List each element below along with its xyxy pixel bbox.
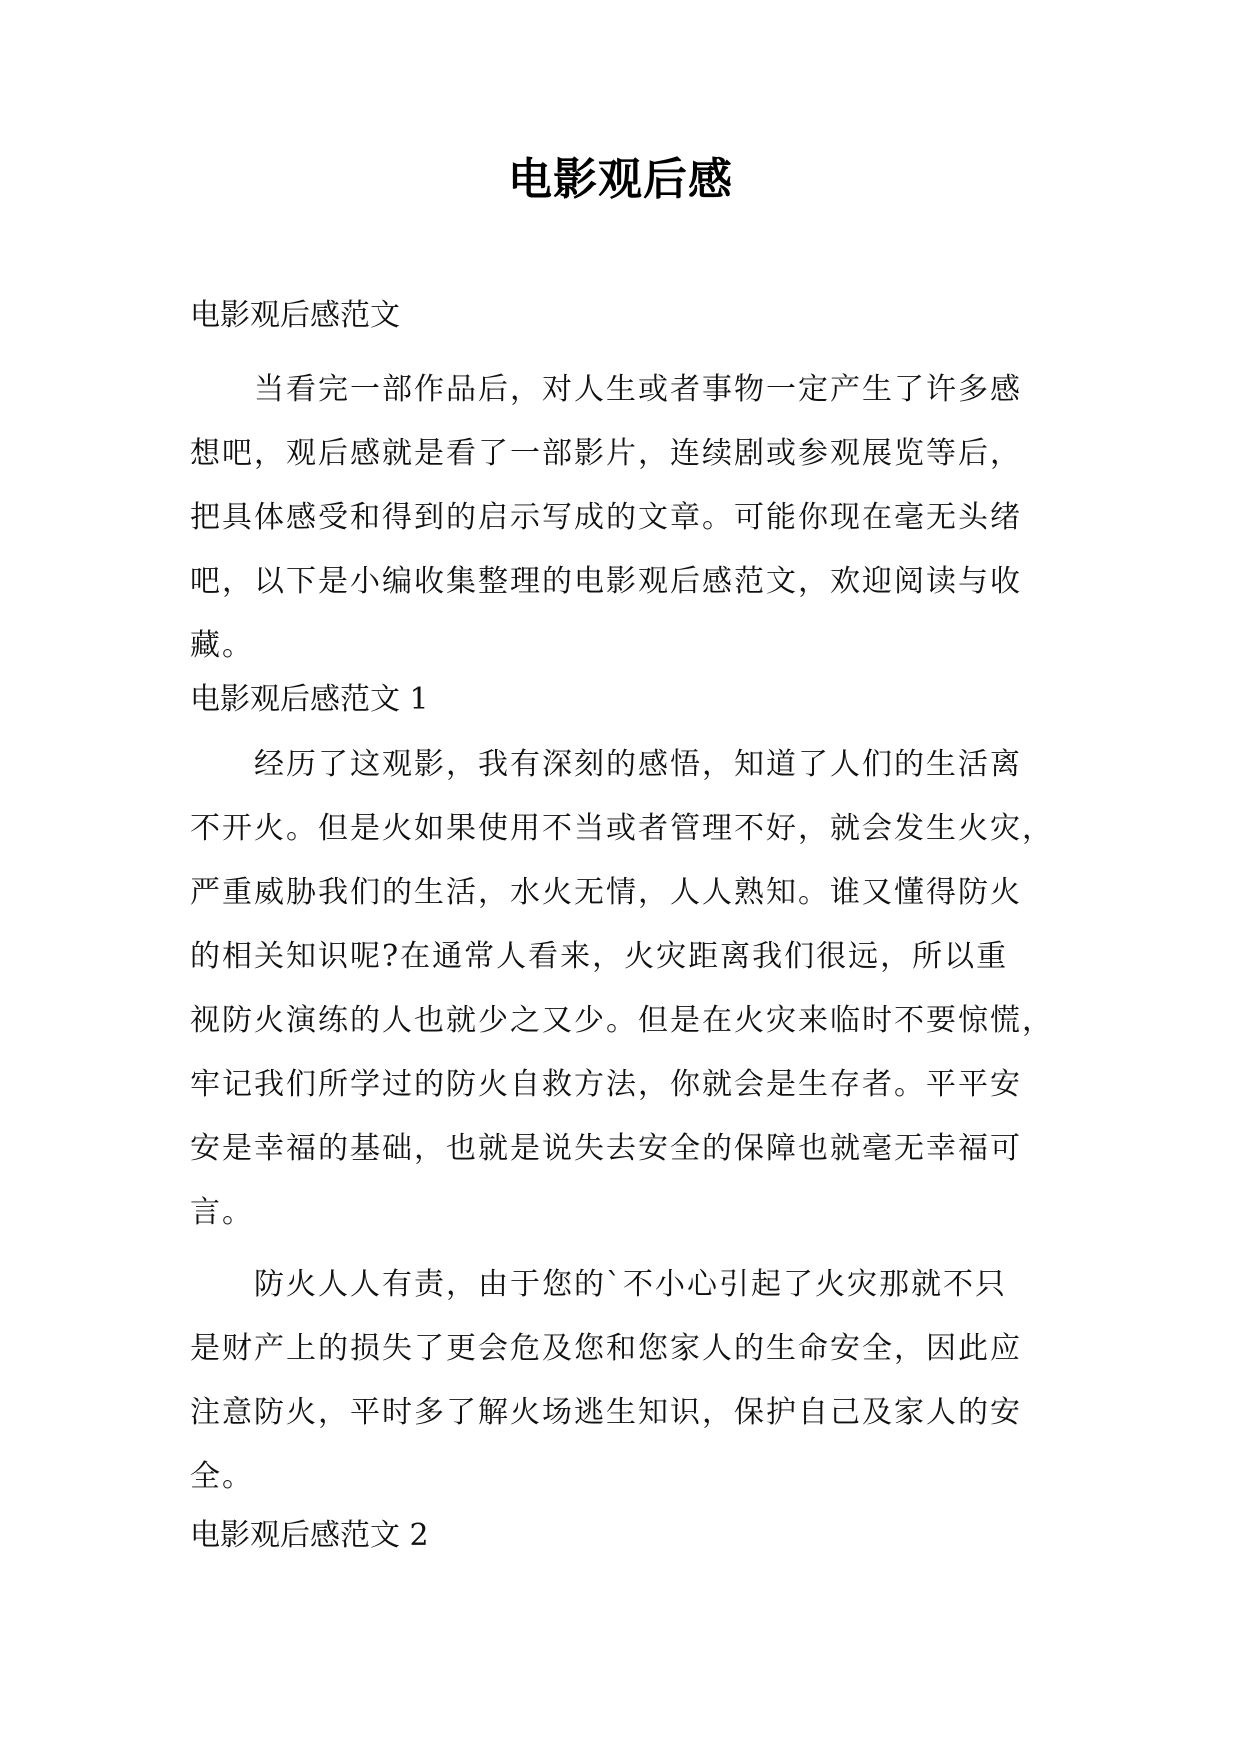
paragraph-line: 视防火演练的人也就少之又少。但是在火灾来临时不要惊慌， <box>190 1003 1054 1038</box>
paragraph-line: 的相关知识呢?在通常人看来，火灾距离我们很远，所以重 <box>190 939 1009 974</box>
paragraph-line: 全。 <box>190 1459 254 1494</box>
intro-paragraph <box>190 358 1060 678</box>
paragraph-line: 是财产上的损失了更会危及您和您家人的生命安全，因此应 <box>190 1331 1022 1366</box>
paragraph-line: 想吧，观后感就是看了一部影片，连续剧或参观展览等后， <box>190 436 1022 471</box>
paragraph-line: 防火人人有责，由于您的`不小心引起了火灾那就不只 <box>190 1267 1007 1302</box>
paragraph-line: 严重威胁我们的生活，水火无情，人人熟知。谁又懂得防火 <box>190 875 1022 910</box>
section-heading-2: 电影观后感范文 2 <box>190 1518 429 1553</box>
paragraph-line: 牢记我们所学过的防火自救方法，你就会是生存者。平平安 <box>190 1067 1022 1102</box>
paragraph-line: 言。 <box>190 1195 254 1230</box>
paragraph-line: 当看完一部作品后，对人生或者事物一定产生了许多感 <box>190 372 1022 407</box>
section1-paragraph-1 <box>190 733 1060 1245</box>
paragraph-line: 把具体感受和得到的启示写成的文章。可能你现在毫无头绪 <box>190 500 1022 535</box>
page-title: 电影观后感 <box>508 154 733 205</box>
document-subtitle: 电影观后感范文 <box>190 298 400 333</box>
paragraph-line: 不开火。但是火如果使用不当或者管理不好，就会发生火灾， <box>190 811 1054 846</box>
section-heading-1: 电影观后感范文 1 <box>190 682 429 717</box>
paragraph-line: 吧，以下是小编收集整理的电影观后感范文，欢迎阅读与收 <box>190 564 1022 599</box>
paragraph-line: 藏。 <box>190 628 254 663</box>
section1-paragraph-2 <box>190 1253 1060 1509</box>
paragraph-line: 经历了这观影，我有深刻的感悟，知道了人们的生活离 <box>190 747 1022 782</box>
paragraph-line: 安是幸福的基础，也就是说失去安全的保障也就毫无幸福可 <box>190 1131 1022 1166</box>
paragraph-line: 注意防火，平时多了解火场逃生知识，保护自己及家人的安 <box>190 1395 1022 1430</box>
